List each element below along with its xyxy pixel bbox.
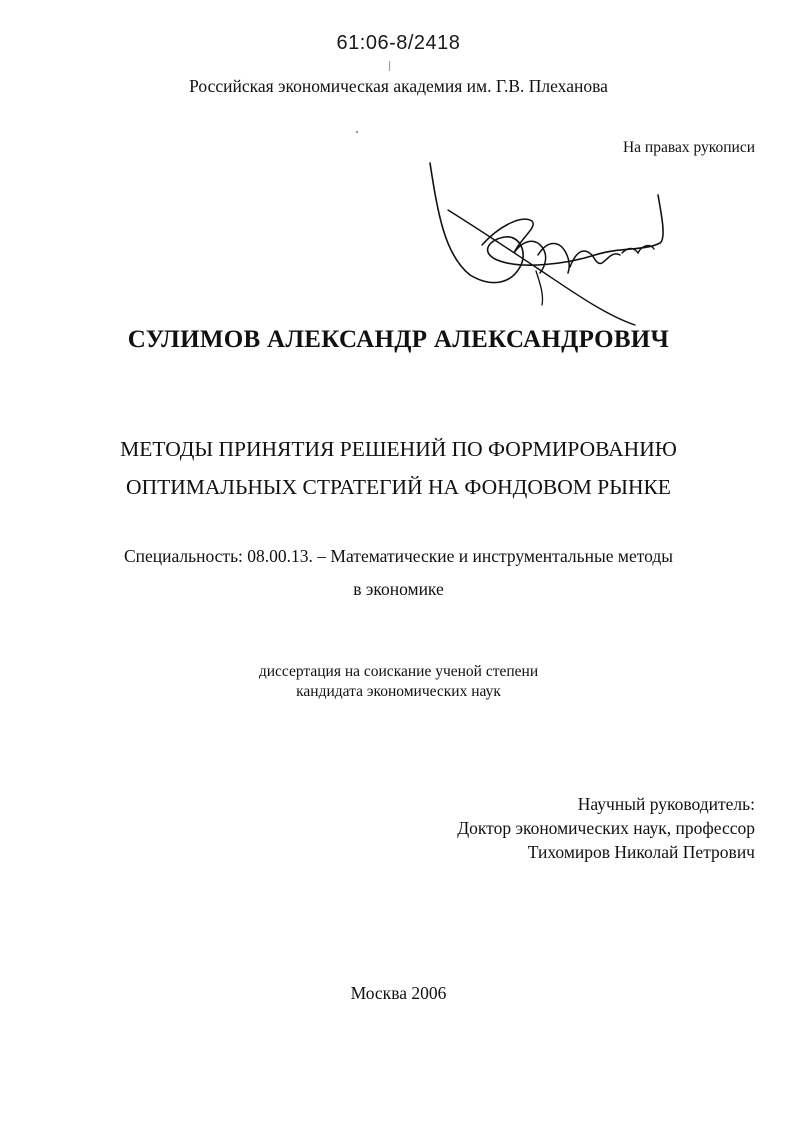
supervisor-name: Тихомиров Николай Петрович	[527, 842, 755, 862]
scan-speck	[389, 61, 390, 71]
supervisor-credentials: Доктор экономических наук, профессор	[457, 818, 755, 838]
title-line: ОПТИМАЛЬНЫХ СТРАТЕГИЙ НА ФОНДОВОМ РЫНКЕ	[126, 475, 671, 499]
degree-line: диссертация на соискание ученой степени	[258, 663, 539, 680]
dissertation-title	[0, 430, 797, 506]
signature-image	[420, 155, 680, 330]
specialty-line: Специальность: 08.00.13. – Математические и инструментальные методы	[123, 546, 674, 566]
supervisor-block	[457, 792, 755, 864]
specialty	[0, 540, 797, 606]
scan-speck	[356, 131, 358, 133]
author-name: СУЛИМОВ АЛЕКСАНДР АЛЕКСАНДРОВИЧ	[127, 326, 670, 353]
supervisor-label: Научный руководитель:	[577, 794, 755, 814]
manuscript-note: На правах рукописи	[622, 139, 755, 156]
institution-name: Российская экономическая академия им. Г.В. Плеханова	[189, 76, 608, 96]
title-line: МЕТОДЫ ПРИНЯТИЯ РЕШЕНИЙ ПО ФОРМИРОВАНИЮ	[120, 437, 677, 461]
degree-line: кандидата экономических наук	[296, 683, 501, 700]
archive-stamp: 61:06-8/2418	[336, 32, 461, 54]
place-and-year: Москва 2006	[350, 983, 447, 1003]
degree-statement	[0, 662, 797, 702]
specialty-line: в экономике	[353, 579, 444, 599]
